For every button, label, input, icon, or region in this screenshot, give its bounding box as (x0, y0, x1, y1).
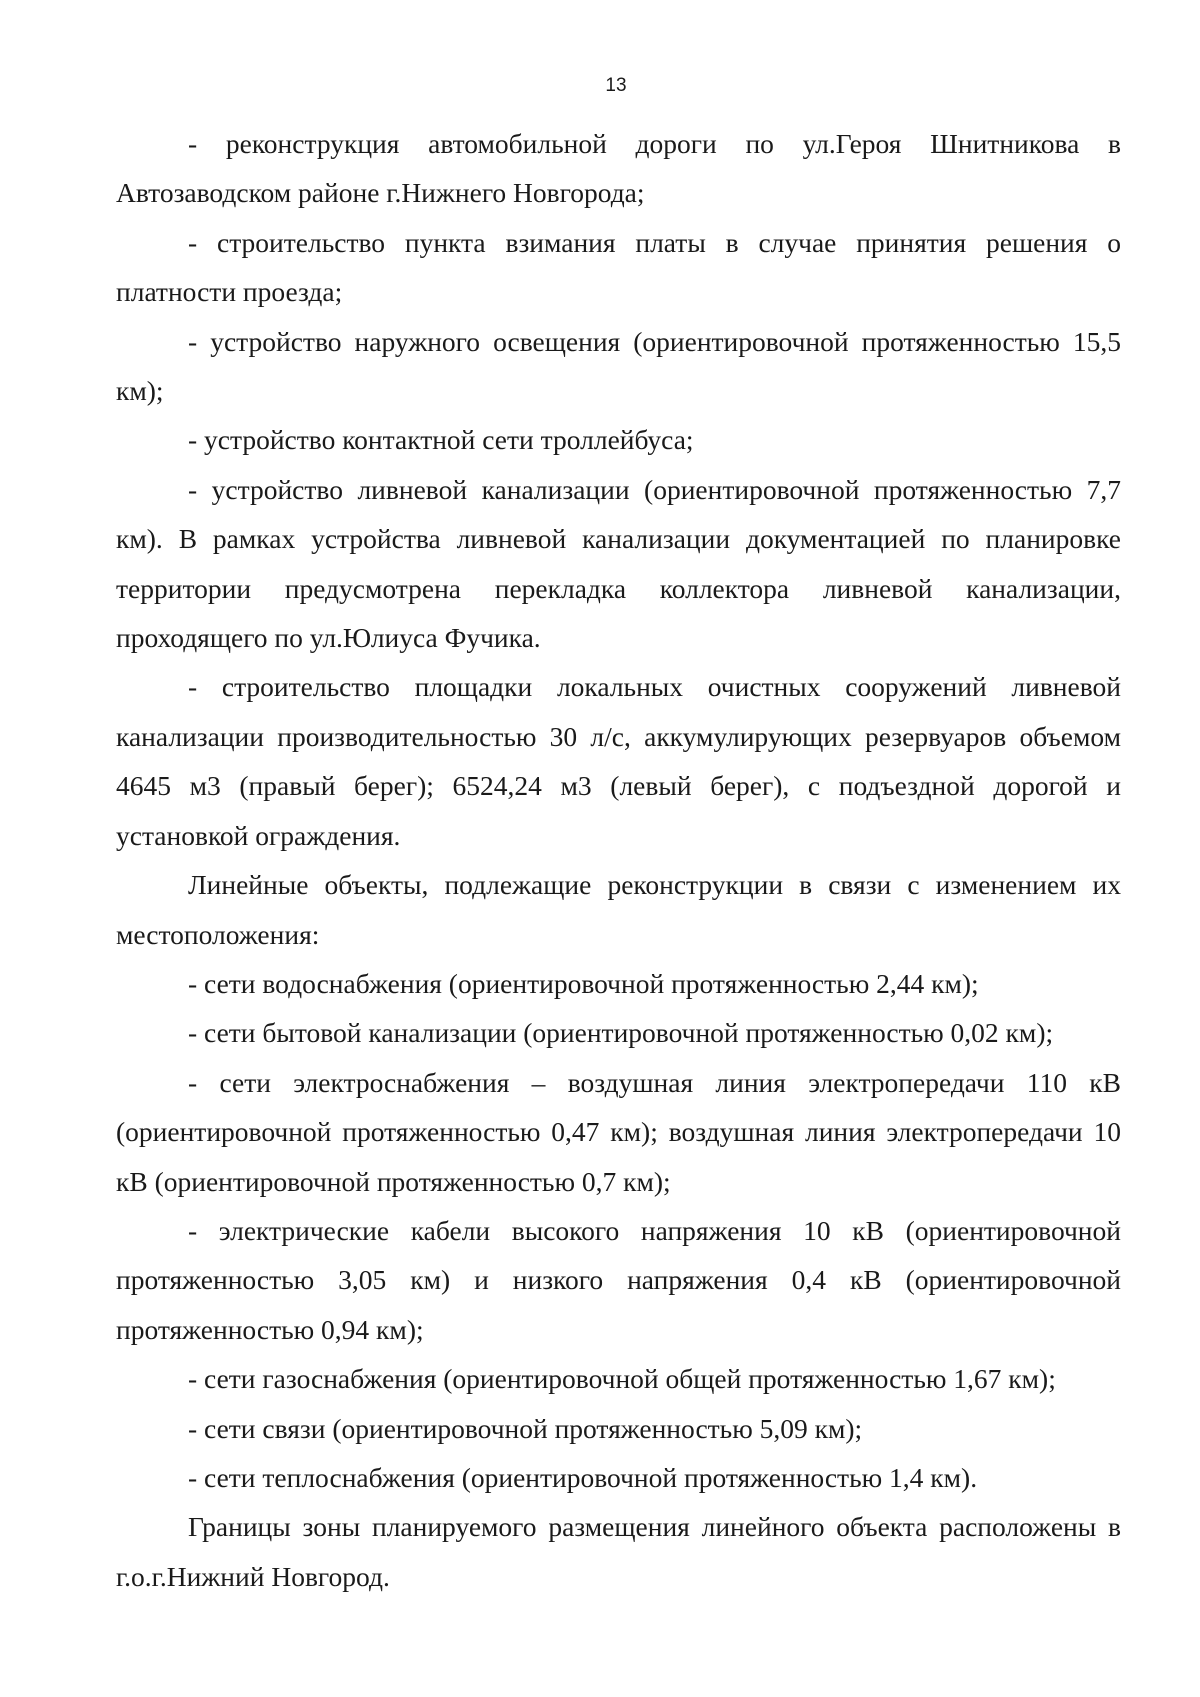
paragraph-outdoor-lighting: - устройство наружного освещения (ориентировочной протяженностью 15,5 км); (116, 325, 1121, 407)
paragraph-domestic-sewer: - сети бытовой канализации (ориентировочной протяженностью 0,02 км); (188, 1017, 1054, 1049)
paragraph-electric-cables: - электрические кабели высокого напряжения 10 кВ (ориентировочной протяженностью 3,05 км) и низкого напряжения 0,4 кВ (ориентировочной протяженностью 0,94 км); (116, 1214, 1121, 1345)
paragraph-treatment-facilities: - строительство площадки локальных очистных сооружений ливневой канализации производительностью 30 л/с, аккумулирующих резервуаров объемом 4645 м3 (правый берег); 6524,24 м3 (левый берег), с подъездной дорогой и установкой ограждения. (116, 671, 1121, 851)
paragraph-water-supply: - сети водоснабжения (ориентировочной протяженностью 2,44 км); (188, 967, 979, 999)
paragraph-street-reconstruction: - реконструкция автомобильной дороги по ул.Героя Шнитникова в Автозаводском районе г.Нижнего Новгорода; (116, 128, 1121, 209)
paragraph-gas-supply: - сети газоснабжения (ориентировочной общей протяженностью 1,67 км); (188, 1363, 1056, 1395)
paragraph-toll-point: - строительство пункта взимания платы в случае принятия решения о платности проезда; (116, 226, 1121, 308)
paragraph-trolleybus-network: - устройство контактной сети троллейбуса; (188, 424, 694, 456)
body-text (116, 119, 1121, 1601)
page-number: 13 (605, 75, 627, 96)
paragraph-linear-objects-intro: Линейные объекты, подлежащие реконструкции в связи с изменением их местоположения: (116, 869, 1121, 950)
paragraph-storm-sewer: - устройство ливневой канализации (ориентировочной протяженностью 7,7 км). В рамках устройства ливневой канализации документацией по планировке территории предусмотрена перекладка коллектора ливневой канализации, проходящего по ул.Юлиуса Фучика. (116, 473, 1121, 654)
paragraph-heat-supply: - сети теплоснабжения (ориентировочной протяженностью 1,4 км). (188, 1461, 978, 1493)
paragraph-power-lines: - сети электроснабжения – воздушная линия электропередачи 110 кВ (ориентировочной протяженностью 0,47 км); воздушная линия электропередачи 10 кВ (ориентировочной протяженностью 0,7 км); (116, 1066, 1121, 1197)
paragraph-communications: - сети связи (ориентировочной протяженностью 5,09 км); (188, 1412, 863, 1444)
paragraph-zone-boundaries: Границы зоны планируемого размещения линейного объекта расположены в г.о.г.Нижний Новгород. (116, 1511, 1121, 1592)
